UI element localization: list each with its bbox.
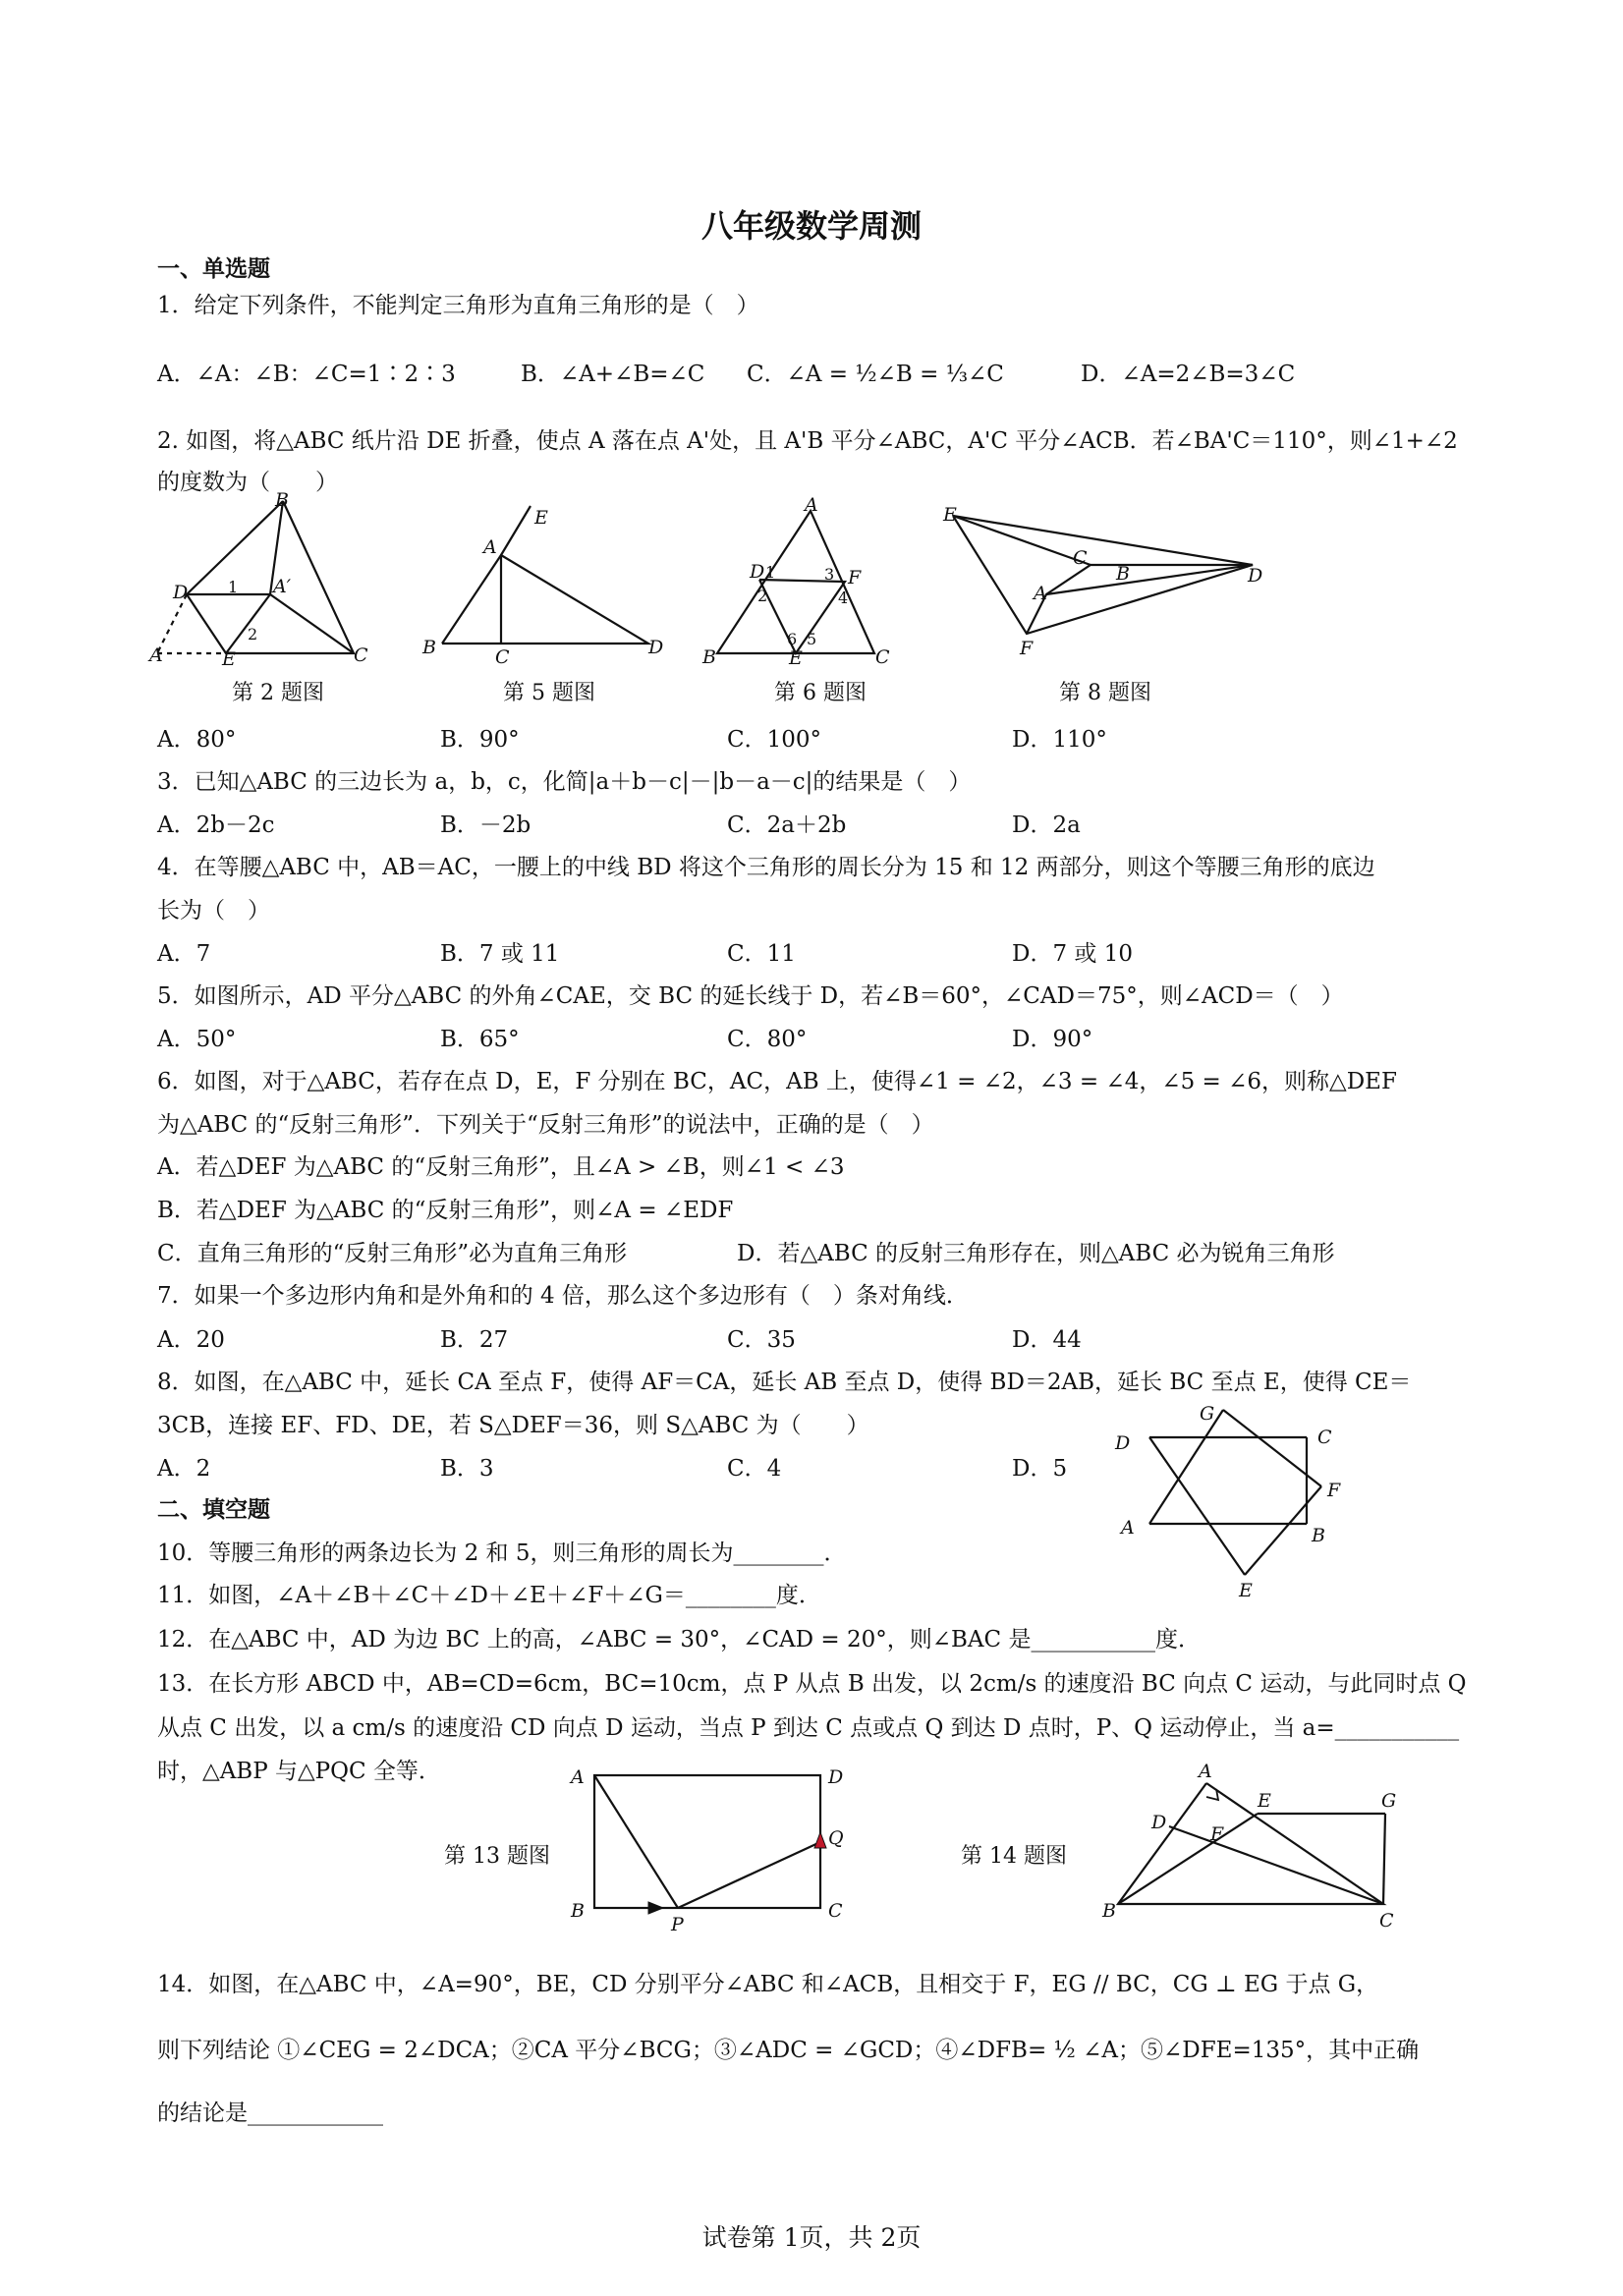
caption-figure-14: 第 14 题图 bbox=[961, 1844, 1067, 1869]
q3-option-b: B．－2b bbox=[440, 812, 532, 838]
svg-text:B: B bbox=[1312, 1525, 1325, 1546]
q2-stem-line1: 2. 如图，将△ABC 纸片沿 DE 折叠，使点 A 落在点 A'处，且 A'B 平分∠ABC，A'C 平分∠ACB．若∠BA'C＝110°，则∠1+∠2 bbox=[157, 428, 1458, 454]
svg-text:D: D bbox=[1248, 565, 1263, 587]
q1-option-d: D．∠A=2∠B=3∠C bbox=[1081, 362, 1296, 387]
q11-stem: 11．如图，∠A＋∠B＋∠C＋∠D＋∠E＋∠F＋∠G＝________度． bbox=[157, 1583, 821, 1608]
svg-text:E: E bbox=[1258, 1790, 1271, 1812]
q1-option-c: C．∠A = ½∠B = ⅓∠C bbox=[747, 362, 1004, 387]
svg-text:2: 2 bbox=[248, 625, 258, 644]
q3-option-a: A．2b－2c bbox=[157, 812, 275, 838]
q8-option-a: A．2 bbox=[157, 1456, 211, 1482]
svg-text:P: P bbox=[671, 1914, 684, 1935]
svg-text:D: D bbox=[648, 637, 664, 658]
q10-stem: 10．等腰三角形的两条边长为 2 和 5，则三角形的周长为________． bbox=[157, 1540, 847, 1566]
q1-stem: 1．给定下列条件，不能判定三角形为直角三角形的是（ ） bbox=[157, 293, 759, 318]
svg-text:1: 1 bbox=[765, 563, 776, 582]
q12-stem: 12．在△ABC 中，AD 为边 BC 上的高，∠ABC = 30°，∠CAD = 20°，则∠BAC 是___________度． bbox=[157, 1627, 1201, 1652]
figure-q14 bbox=[1100, 1761, 1415, 1932]
svg-text:C: C bbox=[828, 1900, 843, 1922]
figure-q2 bbox=[149, 489, 373, 670]
svg-text:D: D bbox=[173, 582, 189, 603]
q7-option-d: D．44 bbox=[1012, 1327, 1082, 1353]
svg-text:6: 6 bbox=[787, 630, 798, 648]
q2-option-b: B．90° bbox=[440, 727, 520, 753]
q6-option-d: D．若△ABC 的反射三角形存在，则△ABC 必为锐角三角形 bbox=[737, 1241, 1335, 1266]
svg-text:A: A bbox=[1199, 1761, 1212, 1782]
q14-stem-line3: 的结论是____________ bbox=[157, 2100, 383, 2126]
svg-text:B: B bbox=[1116, 563, 1130, 585]
q6-option-b: B．若△DEF 为△ABC 的“反射三角形”，则∠A = ∠EDF bbox=[157, 1198, 734, 1223]
q8-option-c: C．4 bbox=[727, 1456, 782, 1482]
svg-text:E: E bbox=[943, 504, 957, 526]
section-fill-blank: 二、填空题 bbox=[157, 1497, 270, 1523]
svg-text:4: 4 bbox=[838, 588, 849, 607]
svg-text:E: E bbox=[222, 648, 236, 670]
q4-option-c: C．11 bbox=[727, 941, 796, 967]
q2-option-a: A．80° bbox=[157, 727, 237, 753]
svg-text:E: E bbox=[1239, 1580, 1253, 1601]
caption-figure-8: 第 8 题图 bbox=[1059, 681, 1151, 705]
q8-option-b: B．3 bbox=[440, 1456, 494, 1482]
page-title: 八年级数学周测 bbox=[700, 207, 922, 245]
svg-text:C: C bbox=[354, 644, 368, 666]
svg-text:C: C bbox=[1073, 547, 1088, 569]
q7-option-b: B．27 bbox=[440, 1327, 509, 1353]
figure-q11 bbox=[1115, 1403, 1361, 1601]
q14-stem-line1: 14．如图，在△ABC 中，∠A=90°，BE，CD 分别平分∠ABC 和∠ACB，且相交于 F，EG // BC，CG ⊥ EG 于点 G， bbox=[157, 1972, 1379, 1997]
q4-stem-line2: 长为（ ） bbox=[157, 898, 270, 924]
q2-option-d: D．110° bbox=[1012, 727, 1107, 753]
svg-text:D: D bbox=[750, 561, 765, 583]
svg-text:A: A bbox=[805, 494, 818, 516]
svg-text:G: G bbox=[1200, 1403, 1215, 1425]
svg-text:A: A bbox=[571, 1766, 585, 1788]
svg-text:1: 1 bbox=[228, 578, 239, 596]
svg-text:B: B bbox=[422, 637, 436, 658]
svg-text:B: B bbox=[702, 646, 716, 668]
svg-text:2: 2 bbox=[757, 587, 768, 605]
q6-stem-line2: 为△ABC 的“反射三角形”．下列关于“反射三角形”的说法中，正确的是（ ） bbox=[157, 1112, 934, 1138]
q3-option-c: C．2a＋2b bbox=[727, 812, 847, 838]
caption-figure-6: 第 6 题图 bbox=[774, 681, 867, 705]
svg-text:A′: A′ bbox=[273, 576, 292, 597]
svg-text:F: F bbox=[848, 567, 862, 588]
q6-option-c: C．直角三角形的“反射三角形”必为直角三角形 bbox=[157, 1241, 628, 1266]
svg-text:C: C bbox=[1379, 1910, 1394, 1932]
q1-option-b: B．∠A+∠B=∠C bbox=[521, 362, 705, 387]
q7-option-c: C．35 bbox=[727, 1327, 796, 1353]
q1-option-a: A．∠A：∠B：∠C=1∶2∶3 bbox=[157, 362, 456, 387]
q4-stem-line1: 4．在等腰△ABC 中，AB＝AC，一腰上的中线 BD 将这个三角形的周长分为 15 和 12 两部分，则这个等腰三角形的底边 bbox=[157, 855, 1375, 880]
svg-text:B: B bbox=[275, 489, 289, 511]
svg-text:A: A bbox=[149, 644, 163, 666]
svg-text:F: F bbox=[1210, 1823, 1224, 1845]
caption-figure-2: 第 2 题图 bbox=[232, 681, 324, 705]
q8-option-d: D．5 bbox=[1012, 1456, 1068, 1482]
q2-option-c: C．100° bbox=[727, 727, 821, 753]
q6-stem-line1: 6．如图，对于△ABC，若存在点 D，E，F 分别在 BC，AC，AB 上，使得∠1 = ∠2，∠3 = ∠4，∠5 = ∠6，则称△DEF bbox=[157, 1069, 1397, 1094]
svg-text:Q: Q bbox=[828, 1827, 844, 1849]
q13-stem-line3: 时，△ABP 与△PQC 全等． bbox=[157, 1759, 441, 1784]
q8-stem-line1: 8．如图，在△ABC 中，延长 CA 至点 F，使得 AF＝CA，延长 AB 至点 D，使得 BD＝2AB，延长 BC 至点 E，使得 CE＝ bbox=[157, 1370, 1412, 1395]
svg-text:3: 3 bbox=[824, 565, 835, 584]
svg-text:A: A bbox=[483, 536, 497, 558]
svg-text:F: F bbox=[1327, 1480, 1341, 1501]
q8-stem-line2: 3CB，连接 EF、FD、DE，若 S△DEF＝36，则 S△ABC 为（ ） bbox=[157, 1413, 869, 1438]
svg-text:A: A bbox=[1121, 1517, 1135, 1539]
figure-q8 bbox=[943, 504, 1267, 659]
svg-text:A: A bbox=[1034, 583, 1047, 604]
svg-text:C: C bbox=[1317, 1427, 1332, 1448]
svg-text:C: C bbox=[495, 646, 510, 668]
q6-option-a: A．若△DEF 为△ABC 的“反射三角形”，且∠A > ∠B，则∠1 < ∠3 bbox=[157, 1154, 845, 1180]
svg-text:C: C bbox=[875, 646, 890, 668]
q13-stem-line1: 13．在长方形 ABCD 中，AB=CD=6cm，BC=10cm，点 P 从点 B 出发，以 2cm/s 的速度沿 BC 向点 C 运动，与此同时点 Q bbox=[157, 1671, 1467, 1697]
svg-text:B: B bbox=[1102, 1900, 1116, 1922]
q4-option-d: D．7 或 10 bbox=[1012, 941, 1133, 967]
q5-option-c: C．80° bbox=[727, 1027, 808, 1052]
svg-text:D: D bbox=[828, 1766, 844, 1788]
svg-text:D: D bbox=[1151, 1812, 1167, 1833]
q13-stem-line2: 从点 C 出发，以 a cm/s 的速度沿 CD 向点 D 运动，当点 P 到达 C 点或点 Q 到达 D 点时，P、Q 运动停止，当 a=___________ bbox=[157, 1715, 1460, 1741]
q7-stem: 7．如果一个多边形内角和是外角和的 4 倍，那么这个多边形有（ ）条对角线． bbox=[157, 1283, 969, 1309]
figure-q6 bbox=[702, 494, 890, 669]
caption-figure-13: 第 13 题图 bbox=[444, 1844, 550, 1869]
q5-option-a: A．50° bbox=[157, 1027, 237, 1052]
q14-stem-line2: 则下列结论 ①∠CEG = 2∠DCA；②CA 平分∠BCG；③∠ADC = ∠GCD；④∠DFB= ½ ∠A；⑤∠DFE=135°，其中正确 bbox=[157, 2038, 1420, 2063]
q4-option-a: A．7 bbox=[157, 941, 211, 967]
section-single-choice: 一、单选题 bbox=[157, 256, 270, 282]
q5-option-d: D．90° bbox=[1012, 1027, 1093, 1052]
svg-text:G: G bbox=[1381, 1790, 1397, 1812]
q2-stem-line2: 的度数为（ ） bbox=[157, 470, 338, 495]
q3-stem: 3．已知△ABC 的三边长为 a，b，c，化简|a＋b－c|－|b－a－c|的结果是（ ） bbox=[157, 769, 972, 795]
page-footer: 试卷第 1页，共 2页 bbox=[701, 2223, 922, 2252]
svg-text:E: E bbox=[789, 647, 803, 669]
q4-option-b: B．7 或 11 bbox=[440, 941, 560, 967]
svg-text:B: B bbox=[571, 1900, 585, 1922]
figure-q13 bbox=[565, 1764, 860, 1935]
q3-option-d: D．2a bbox=[1012, 812, 1081, 838]
figure-q5 bbox=[422, 506, 668, 668]
svg-text:E: E bbox=[534, 507, 548, 529]
svg-text:D: D bbox=[1115, 1432, 1131, 1454]
q5-option-b: B．65° bbox=[440, 1027, 520, 1052]
svg-text:5: 5 bbox=[807, 630, 817, 648]
q7-option-a: A．20 bbox=[157, 1327, 225, 1353]
svg-text:F: F bbox=[1020, 638, 1034, 659]
caption-figure-5: 第 5 题图 bbox=[503, 681, 595, 705]
q5-stem: 5．如图所示，AD 平分△ABC 的外角∠CAE，交 BC 的延长线于 D，若∠B＝60°，∠CAD＝75°，则∠ACD＝（ ） bbox=[157, 983, 1344, 1009]
